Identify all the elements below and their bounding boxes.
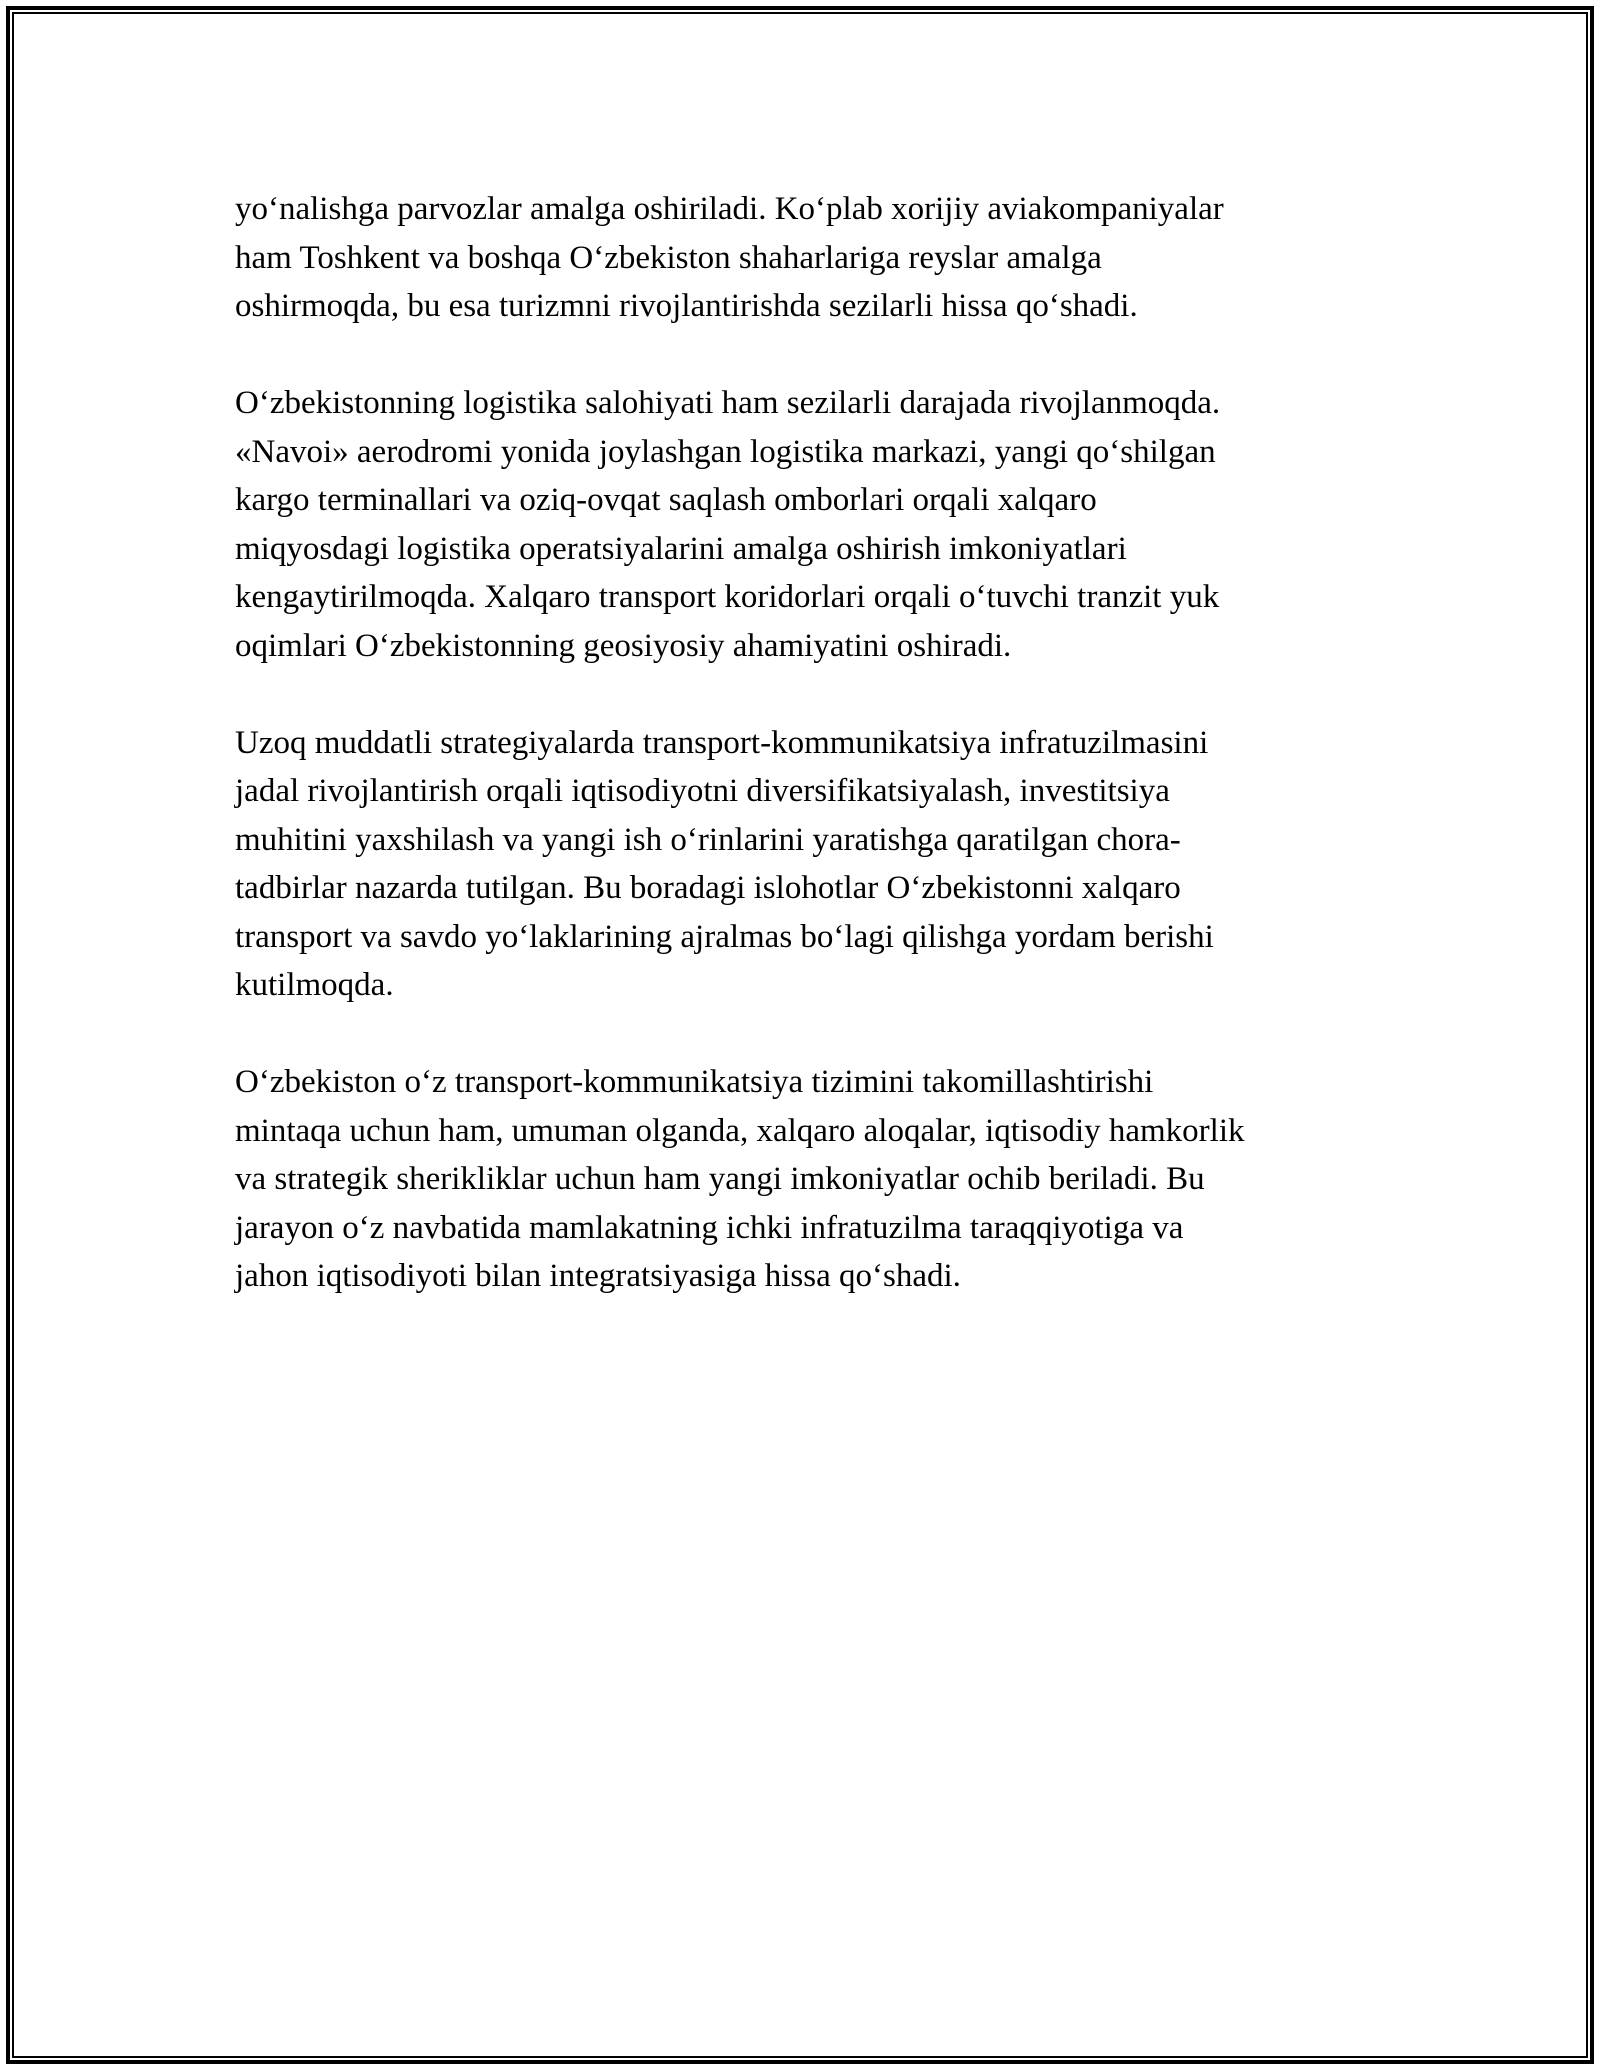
text-line: oqimlari O‘zbekistonning geosiyosiy ahamiyatini oshiradi. [235,627,1012,664]
paragraph-4 [235,1058,1385,1301]
text-line: va strategik sherikliklar uchun ham yangi imkoniyatlar ochib beriladi. Bu [235,1161,1205,1197]
text-line: miqyosdagi logistika operatsiyalarini amalga oshirish imkoniyatlari [235,530,1127,567]
text-line: jahon iqtisodiyoti bilan integratsiyasiga hissa qo‘shadi. [235,1258,961,1294]
paragraph-1 [235,185,1385,331]
text-line: «Navoi» aerodromi yonida joylashgan logistika markazi, yangi qo‘shilgan [235,433,1216,470]
text-line: kengaytirilmoqda. Xalqaro transport koridorlari orqali o‘tuvchi tranzit yuk [235,579,1220,615]
text-line: jarayon o‘z navbatida mamlakatning ichki infratuzilma taraqqiyotiga va [235,1209,1184,1246]
text-line: oshirmoqda, bu esa turizmni rivojlantirishda sezilarli hissa qo‘shadi. [235,288,1138,324]
text-line: kargo terminallari va oziq-ovqat saqlash omborlari orqali xalqaro [235,482,1097,518]
text-line: mintaqa uchun ham, umuman olganda, xalqaro aloqalar, iqtisodiy hamkorlik [235,1112,1245,1149]
text-line: kutilmoqda. [235,967,394,1003]
paragraph-3 [235,719,1385,1010]
text-line: yo‘nalishga parvozlar amalga oshiriladi. Ko‘plab xorijiy aviakompaniyalar [235,191,1224,227]
text-line: ham Toshkent va boshqa O‘zbekiston shaharlariga reyslar amalga [235,239,1102,276]
text-line: tadbirlar nazarda tutilgan. Bu boradagi islohotlar O‘zbekistonni xalqaro [235,870,1181,906]
paragraph-2 [235,379,1385,670]
text-line: O‘zbekiston o‘z transport-kommunikatsiya tizimini takomillashtirishi [235,1064,1154,1100]
text-line: O‘zbekistonning logistika salohiyati ham sezilarli darajada rivojlanmoqda. [235,385,1221,421]
text-line: transport va savdo yo‘laklarining ajralmas bo‘lagi qilishga yordam berishi [235,918,1214,955]
text-line: Uzoq muddatli strategiyalarda transport-kommunikatsiya infratuzilmasini [235,724,1209,761]
document-body [235,185,1385,1349]
text-line: muhitini yaxshilash va yangi ish o‘rinlarini yaratishga qaratilgan chora- [235,821,1181,858]
text-line: jadal rivojlantirish orqali iqtisodiyotni diversifikatsiyalash, investitsiya [235,773,1170,809]
